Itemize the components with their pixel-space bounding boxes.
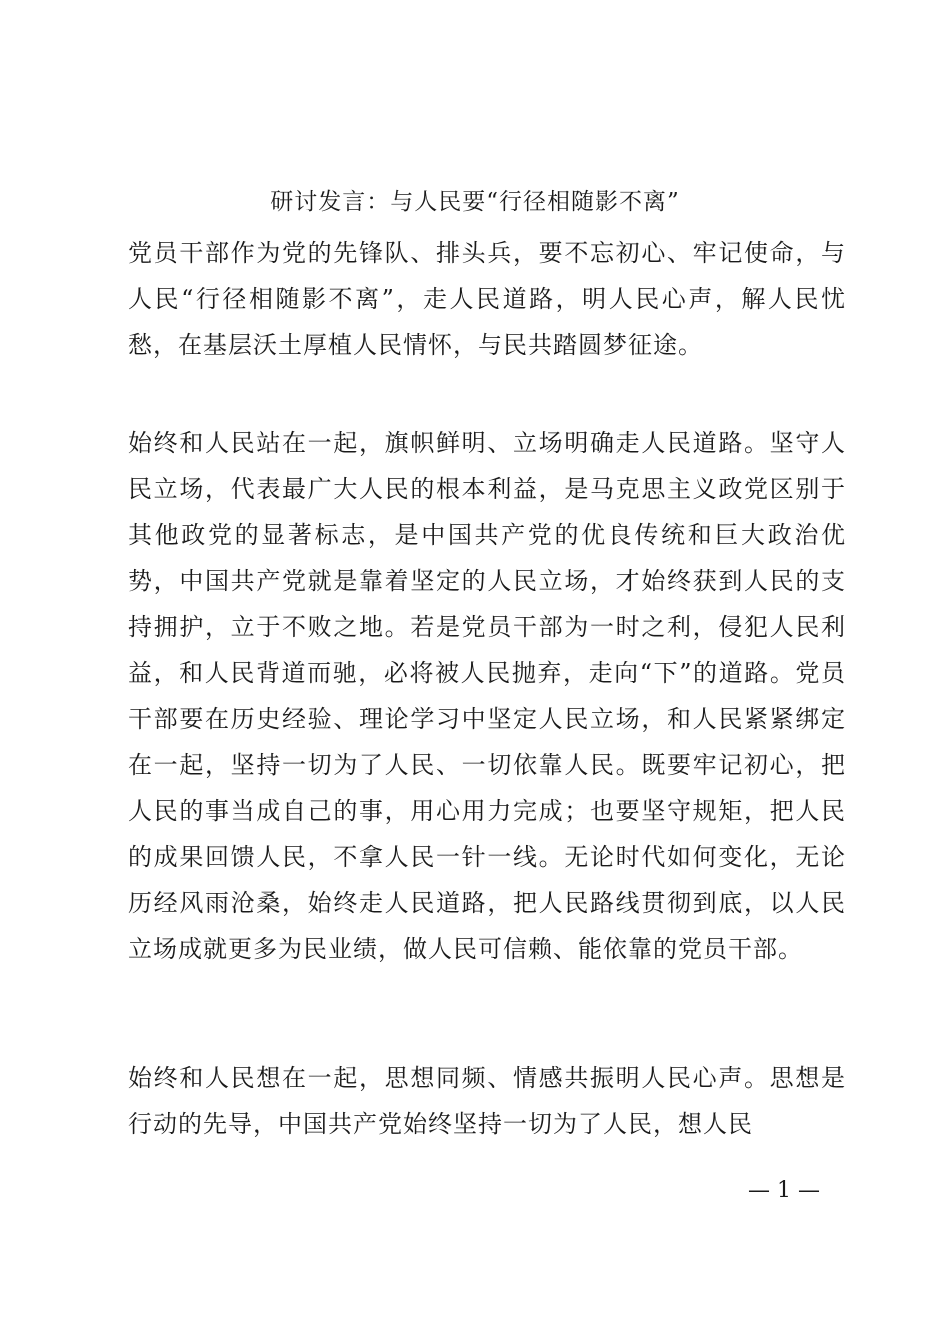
page-number: — 1 — (748, 1178, 820, 1203)
paragraph-people-voice: 始终和人民想在一起，思想同频、情感共振明人民心声。思想是行动的先导，中国共产党始终坚持一切为了人民，想人民 (128, 1064, 846, 1138)
paragraph-intro: 党员干部作为党的先锋队、排头兵，要不忘初心、牢记使命，与人民“行径相随影不离”，走人民道路，明人民心声，解人民忧愁，在基层沃土厚植人民情怀，与民共踏圆梦征途。 (128, 239, 846, 359)
document-title: 研讨发言：与人民要“行径相随影不离” (270, 189, 680, 215)
paragraph-people-road: 始终和人民站在一起，旗帜鲜明、立场明确走人民道路。坚守人民立场，代表最广大人民的根本利益，是马克思主义政党区别于其他政党的显著标志，是中国共产党的优良传统和巨大政治优势，中国共产党就是靠着坚定的人民立场，才始终获到人民的支持拥护，立于不败之地。若是党员干部为一时之利，侵犯人民利益，和人民背道而驰，必将被人民抛弃，走向“下”的道路。党员干部要在历史经验、理论学习中坚定人民立场，和人民紧紧绑定在一起，坚持一切为了人民、一切依靠人民。既要牢记初心，把人民的事当成自己的事，用心用力完成；也要坚守规矩，把人民的成果回馈人民，不拿人民一针一线。无论时代如何变化，无论历经风雨沧桑，始终走人民道路，把人民路线贯彻到底，以人民立场成就更多为民业绩，做人民可信赖、能依靠的党员干部。 (128, 429, 846, 963)
